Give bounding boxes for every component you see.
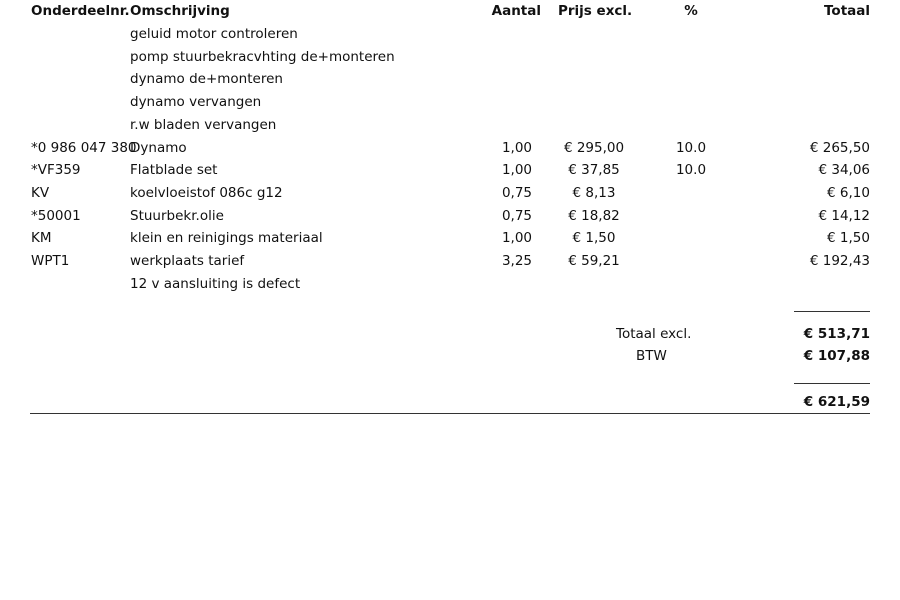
- grand-total-value: € 621,59: [803, 394, 870, 410]
- description-cell: koelvloeistof 086c g12: [130, 185, 283, 201]
- price-cell: € 18,82: [568, 208, 620, 224]
- quantity-cell: 0,75: [501, 208, 532, 224]
- header-part-number: Onderdeelnr.: [31, 3, 130, 19]
- description-cell: 12 v aansluiting is defect: [130, 276, 301, 292]
- grand-total-row: [0, 391, 900, 413]
- percent-cell: 10.0: [675, 162, 707, 178]
- description-cell: r.w bladen vervangen: [130, 117, 277, 133]
- line-total-cell: € 6,10: [827, 185, 870, 201]
- vat-value: € 107,88: [803, 348, 870, 364]
- line-total-cell: € 192,43: [809, 253, 870, 269]
- subtotal-divider: [794, 311, 870, 312]
- line-total-cell: € 265,50: [809, 140, 870, 156]
- quantity-cell: 3,25: [501, 253, 532, 269]
- table-row: [0, 91, 900, 113]
- price-cell: € 8,13: [572, 185, 616, 201]
- vat-row: [0, 345, 900, 367]
- price-cell: € 59,21: [568, 253, 620, 269]
- description-cell: werkplaats tarief: [130, 253, 245, 269]
- table-row: [0, 137, 900, 159]
- subtotal-value: € 513,71: [803, 326, 870, 342]
- line-total-cell: € 14,12: [818, 208, 870, 224]
- subtotal-label: Totaal excl.: [616, 326, 692, 342]
- header-price-excl: Prijs excl.: [558, 3, 633, 19]
- quantity-cell: 1,00: [501, 140, 532, 156]
- table-bottom-rule: [30, 413, 870, 414]
- part-number-cell: KM: [31, 230, 52, 246]
- header-percent: %: [684, 3, 698, 19]
- table-row: [0, 250, 900, 272]
- table-row: [0, 114, 900, 136]
- price-cell: € 1,50: [572, 230, 616, 246]
- part-number-cell: *0 986 047 380: [31, 140, 137, 156]
- table-row: [0, 23, 900, 45]
- header-description: Omschrijving: [130, 3, 230, 19]
- description-cell: dynamo de+monteren: [130, 71, 283, 87]
- description-cell: pomp stuurbekracvhting de+monteren: [130, 49, 395, 65]
- part-number-cell: WPT1: [31, 253, 70, 269]
- vat-label: BTW: [636, 348, 667, 364]
- quantity-cell: 1,00: [501, 230, 532, 246]
- header-total: Totaal: [824, 3, 870, 19]
- quantity-cell: 0,75: [501, 185, 532, 201]
- description-cell: geluid motor controleren: [130, 26, 298, 42]
- description-cell: Dynamo: [130, 140, 187, 156]
- header-quantity: Aantal: [491, 3, 541, 19]
- percent-cell: 10.0: [675, 140, 707, 156]
- table-row: [0, 273, 900, 295]
- part-number-cell: *50001: [31, 208, 81, 224]
- table-row: [0, 159, 900, 181]
- quantity-cell: 1,00: [501, 162, 532, 178]
- table-row: [0, 46, 900, 68]
- description-cell: Flatblade set: [130, 162, 218, 178]
- description-cell: dynamo vervangen: [130, 94, 262, 110]
- table-row: [0, 205, 900, 227]
- subtotal-row: [0, 323, 900, 345]
- description-cell: klein en reinigings materiaal: [130, 230, 323, 246]
- table-row: [0, 227, 900, 249]
- part-number-cell: *VF359: [31, 162, 81, 178]
- line-total-cell: € 1,50: [827, 230, 870, 246]
- total-divider: [794, 383, 870, 384]
- price-cell: € 295,00: [563, 140, 625, 156]
- price-cell: € 37,85: [568, 162, 620, 178]
- table-header: [0, 0, 900, 22]
- table-row: [0, 68, 900, 90]
- part-number-cell: KV: [31, 185, 50, 201]
- line-total-cell: € 34,06: [818, 162, 870, 178]
- description-cell: Stuurbekr.olie: [130, 208, 224, 224]
- table-row: [0, 182, 900, 204]
